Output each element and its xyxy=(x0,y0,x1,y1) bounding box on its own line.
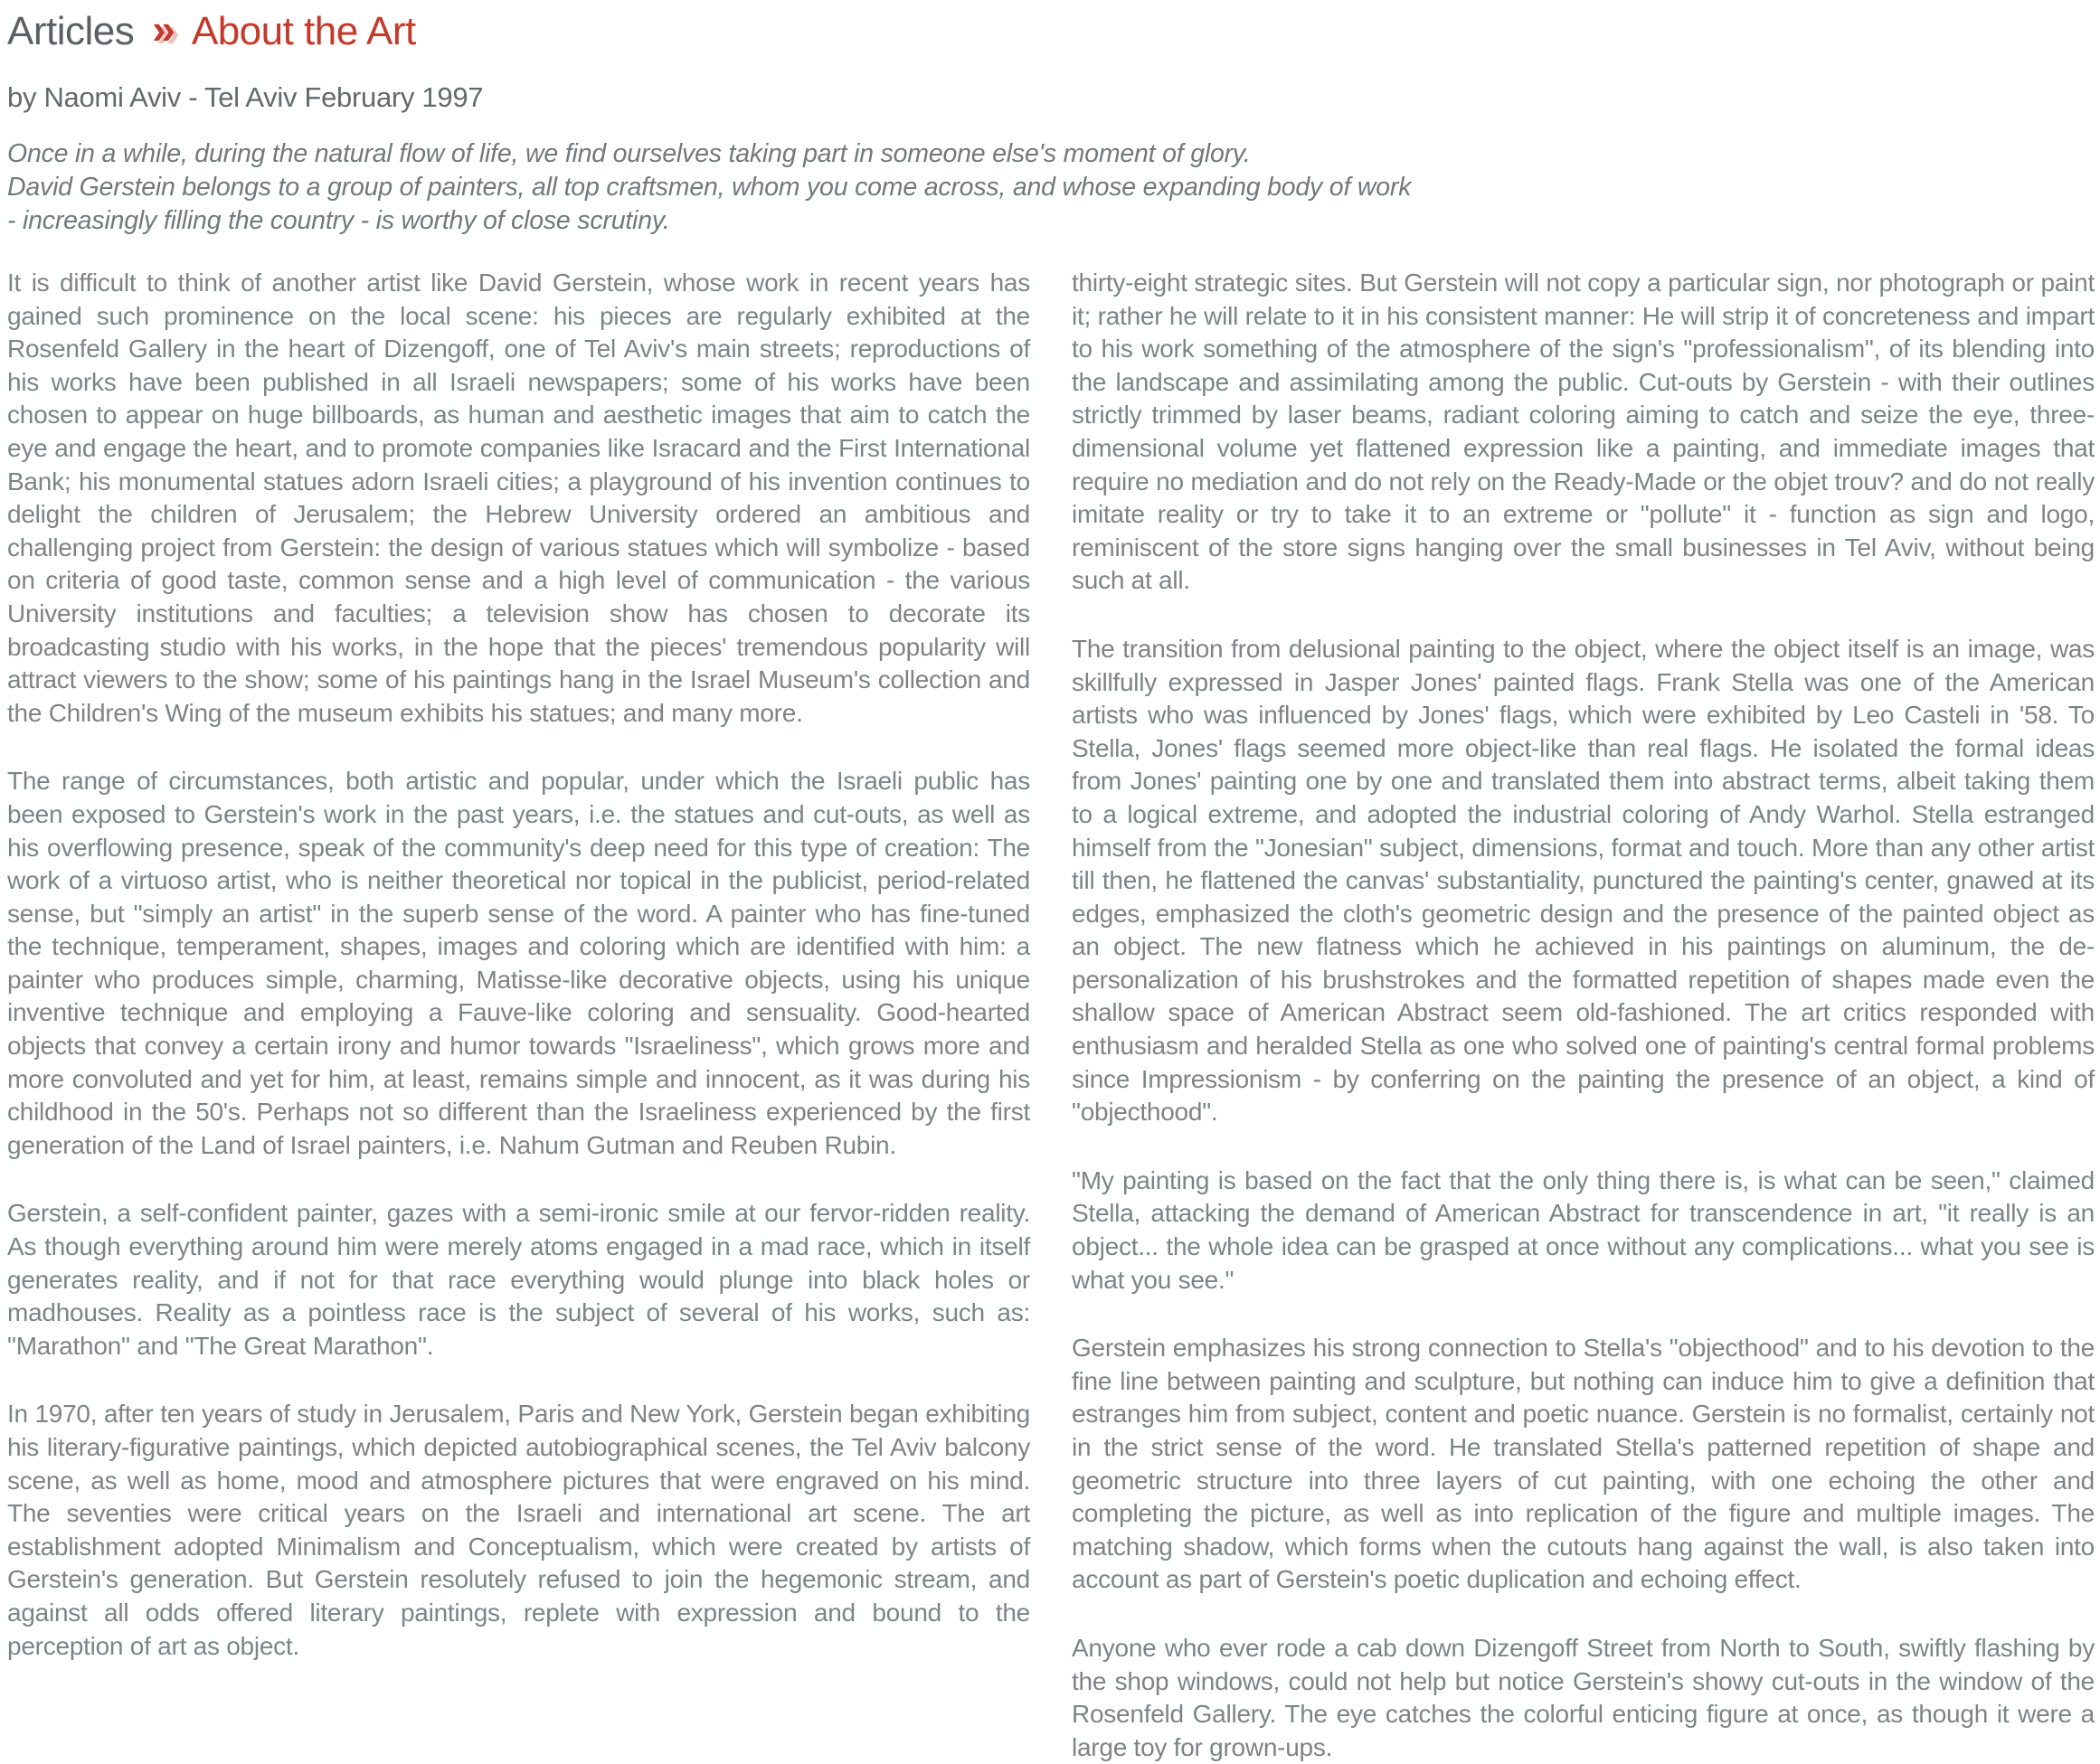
intro-line-2: David Gerstein belongs to a group of painters, all top craftsmen, whom you come across, and whose expanding body of work xyxy=(7,173,1412,202)
intro-line-3: - increasingly filling the country - is worthy of close scrutiny. xyxy=(7,206,670,235)
article-paragraph: In 1970, after ten years of study in Jerusalem, Paris and New York, Gerstein began exhibiting his literary-figurative paintings, which depicted autobiographical scenes, the Tel Aviv balcony scene, as well as home, mood and atmosphere pictures that were engraved on his mind. The seventies were critical years on the Israeli and international art scene. The art establishment adopted Minimalism and Conceptualism, which were created by artists of Gerstein's generation. But Gerstein resolutely refused to join the hegemonic stream, and against all odds offered literary paintings, replete with expression and bound to the perception of art as object. xyxy=(7,1400,1030,1660)
breadcrumb xyxy=(7,4,2095,54)
left-column xyxy=(7,267,1030,1764)
article-paragraph: The transition from delusional painting to the object, where the object itself is an image, was skillfully expressed in Jasper Jones' painted flags. Frank Stella was one of the American artists who was influenced by Jones' flags, which were exhibited by Leo Casteli in '58. To Stella, Jones' flags seemed more object-like than real flags. He isolated the formal ideas from Jones' painting one by one and translated them into abstract terms, albeit taking them to a logical extreme, and adopted the industrial coloring of Andy Warhol. Stella estranged himself from the "Jonesian" subject, dimensions, format and touch. More than any other artist till then, he flattened the canvas' substantiality, punctured the painting's center, gnawed at its edges, emphasized the cloth's geometric design and the presence of the painted object as an object. The new flatness which he achieved in his paintings on aluminum, the de-personalization of his brushstrokes and the formatted repetition of shapes made even the shallow space of American Abstract seem old-fashioned. The art critics responded with enthusiasm and heralded Stella as one who solved one of painting's central formal problems since Impressionism - by conferring on the painting the presence of an object, a kind of "objecthood". xyxy=(1072,634,2095,1127)
article-paragraph: It is difficult to think of another artist like David Gerstein, whose work in recent years has gained such prominence on the local scene: his pieces are regularly exhibited at the Rosenfeld Gallery in the heart of Dizengoff, one of Tel Aviv's main streets; reproductions of his works have been published in all Israeli newspapers; some of his works have been chosen to appear on huge billboards, as human and aesthetic images that aim to catch the eye and engage the heart, and to promote companies like Isracard and the First International Bank; his monumental statues adorn Israeli cities; a playground of his invention continues to delight the children of Jerusalem; the Hebrew University ordered an ambitious and challenging project from Gerstein: the design of various statues which will symbolize - based on criteria of good taste, common sense and a high level of communication - the various University institutions and faculties; a television show has chosen to decorate its broadcasting studio with his works, in the hope that the pieces' tremendous popularity will attract viewers to the show; some of his paintings hang in the Israel Museum's collection and the Children's Wing of the museum exhibits his statues; and many more. xyxy=(7,269,1030,727)
intro-line-1: Once in a while, during the natural flow of life, we find ourselves taking part in someone else's moment of glory. xyxy=(7,139,1251,168)
article-paragraph: The range of circumstances, both artistic and popular, under which the Israeli public has been exposed to Gerstein's work in the past years, i.e. the statues and cut-outs, as well as his overflowing presence, speak of the community's deep need for this type of creation: The work of a virtuoso artist, who is neither theoretical nor topical in the publicist, period-related sense, but "simply an artist" in the superb sense of the word. A painter who has fine-tuned the technique, temperament, shapes, images and coloring which are identified with him: a painter who produces simple, charming, Matisse-like decorative objects, using his unique inventive technique and employing a Fauve-like coloring and sensuality. Good-hearted objects that convey a certain irony and humor towards "Israeliness", which grows more and more convoluted and yet for him, at least, remains simple and innocent, as it was during his childhood in the 50's. Perhaps not so different than the Israeliness experienced by the first generation of the Land of Israel painters, i.e. Nahum Gutman and Reuben Rubin. xyxy=(7,767,1030,1159)
article-paragraph: Anyone who ever rode a cab down Dizengoff Street from North to South, swiftly flashing by the shop windows, could not help but notice Gerstein's showy cut-outs in the window of the Rosenfeld Gallery. The eye catches the colorful enticing figure at once, as though it were a large toy for grown-ups. xyxy=(1072,1633,2095,1761)
breadcrumb-articles-link[interactable]: Articles xyxy=(7,9,135,53)
article-paragraph: Gerstein emphasizes his strong connection to Stella's "objecthood" and to his devotion to the fine line between painting and sculpture, but nothing can induce him to give a definition that estranges him from subject, content and poetic nuance. Gerstein is no formalist, certainly not in the strict sense of the word. He translated Stella's patterned repetition of shape and geometric structure into three layers of cut painting, with one echoing the other and completing the picture, as well as into replication of the figure and multiple images. The matching shadow, which forms when the cutouts hang against the wall, is also taken into account as part of Gerstein's poetic duplication and echoing effect. xyxy=(1072,1334,2095,1594)
page-title: About the Art xyxy=(191,9,416,53)
article-body xyxy=(7,267,2095,1764)
article-paragraph: Gerstein, a self-confident painter, gazes with a semi-ironic smile at our fervor-ridden reality. As though everything around him were merely atoms engaged in a mad race, which in itself generates reality, and if not for that race everything would plunge into black holes or madhouses. Reality as a pointless race is the subject of several of his works, such as: "Marathon" and "The Great Marathon". xyxy=(7,1199,1030,1360)
article-paragraph: "My painting is based on the fact that the only thing there is, is what can be seen," claimed Stella, attacking the demand of American Abstract for transcendence in art, "it really is an object... the whole idea can be grasped at once without any complications... what you see is what you see." xyxy=(1072,1165,2095,1294)
article-paragraph: thirty-eight strategic sites. But Gerstein will not copy a particular sign, nor photograph or paint it; rather he will relate to it in his consistent manner: He will strip it of concreteness and impart to his work something of the atmosphere of the sign's "professionalism", of its blending into the landscape and assimilating among the public. Cut-outs by Gerstein - with their outlines strictly trimmed by laser beams, radiant coloring aiming to catch and seize the eye, three-dimensional volume yet flattened expression like a painting, and immediate images that require no mediation and do not rely on the Ready-Made or the objet trouv? and do not really imitate reality or try to take it to an extreme or "pollute" it - function as sign and logo, reminiscent of the store signs hanging over the small businesses in Tel Aviv, without being such at all. xyxy=(1072,269,2095,595)
intro-block xyxy=(7,137,2095,238)
right-column xyxy=(1072,267,2095,1764)
byline: by Naomi Aviv - Tel Aviv February 1997 xyxy=(7,81,484,113)
double-chevron-right-icon: » xyxy=(152,5,174,52)
